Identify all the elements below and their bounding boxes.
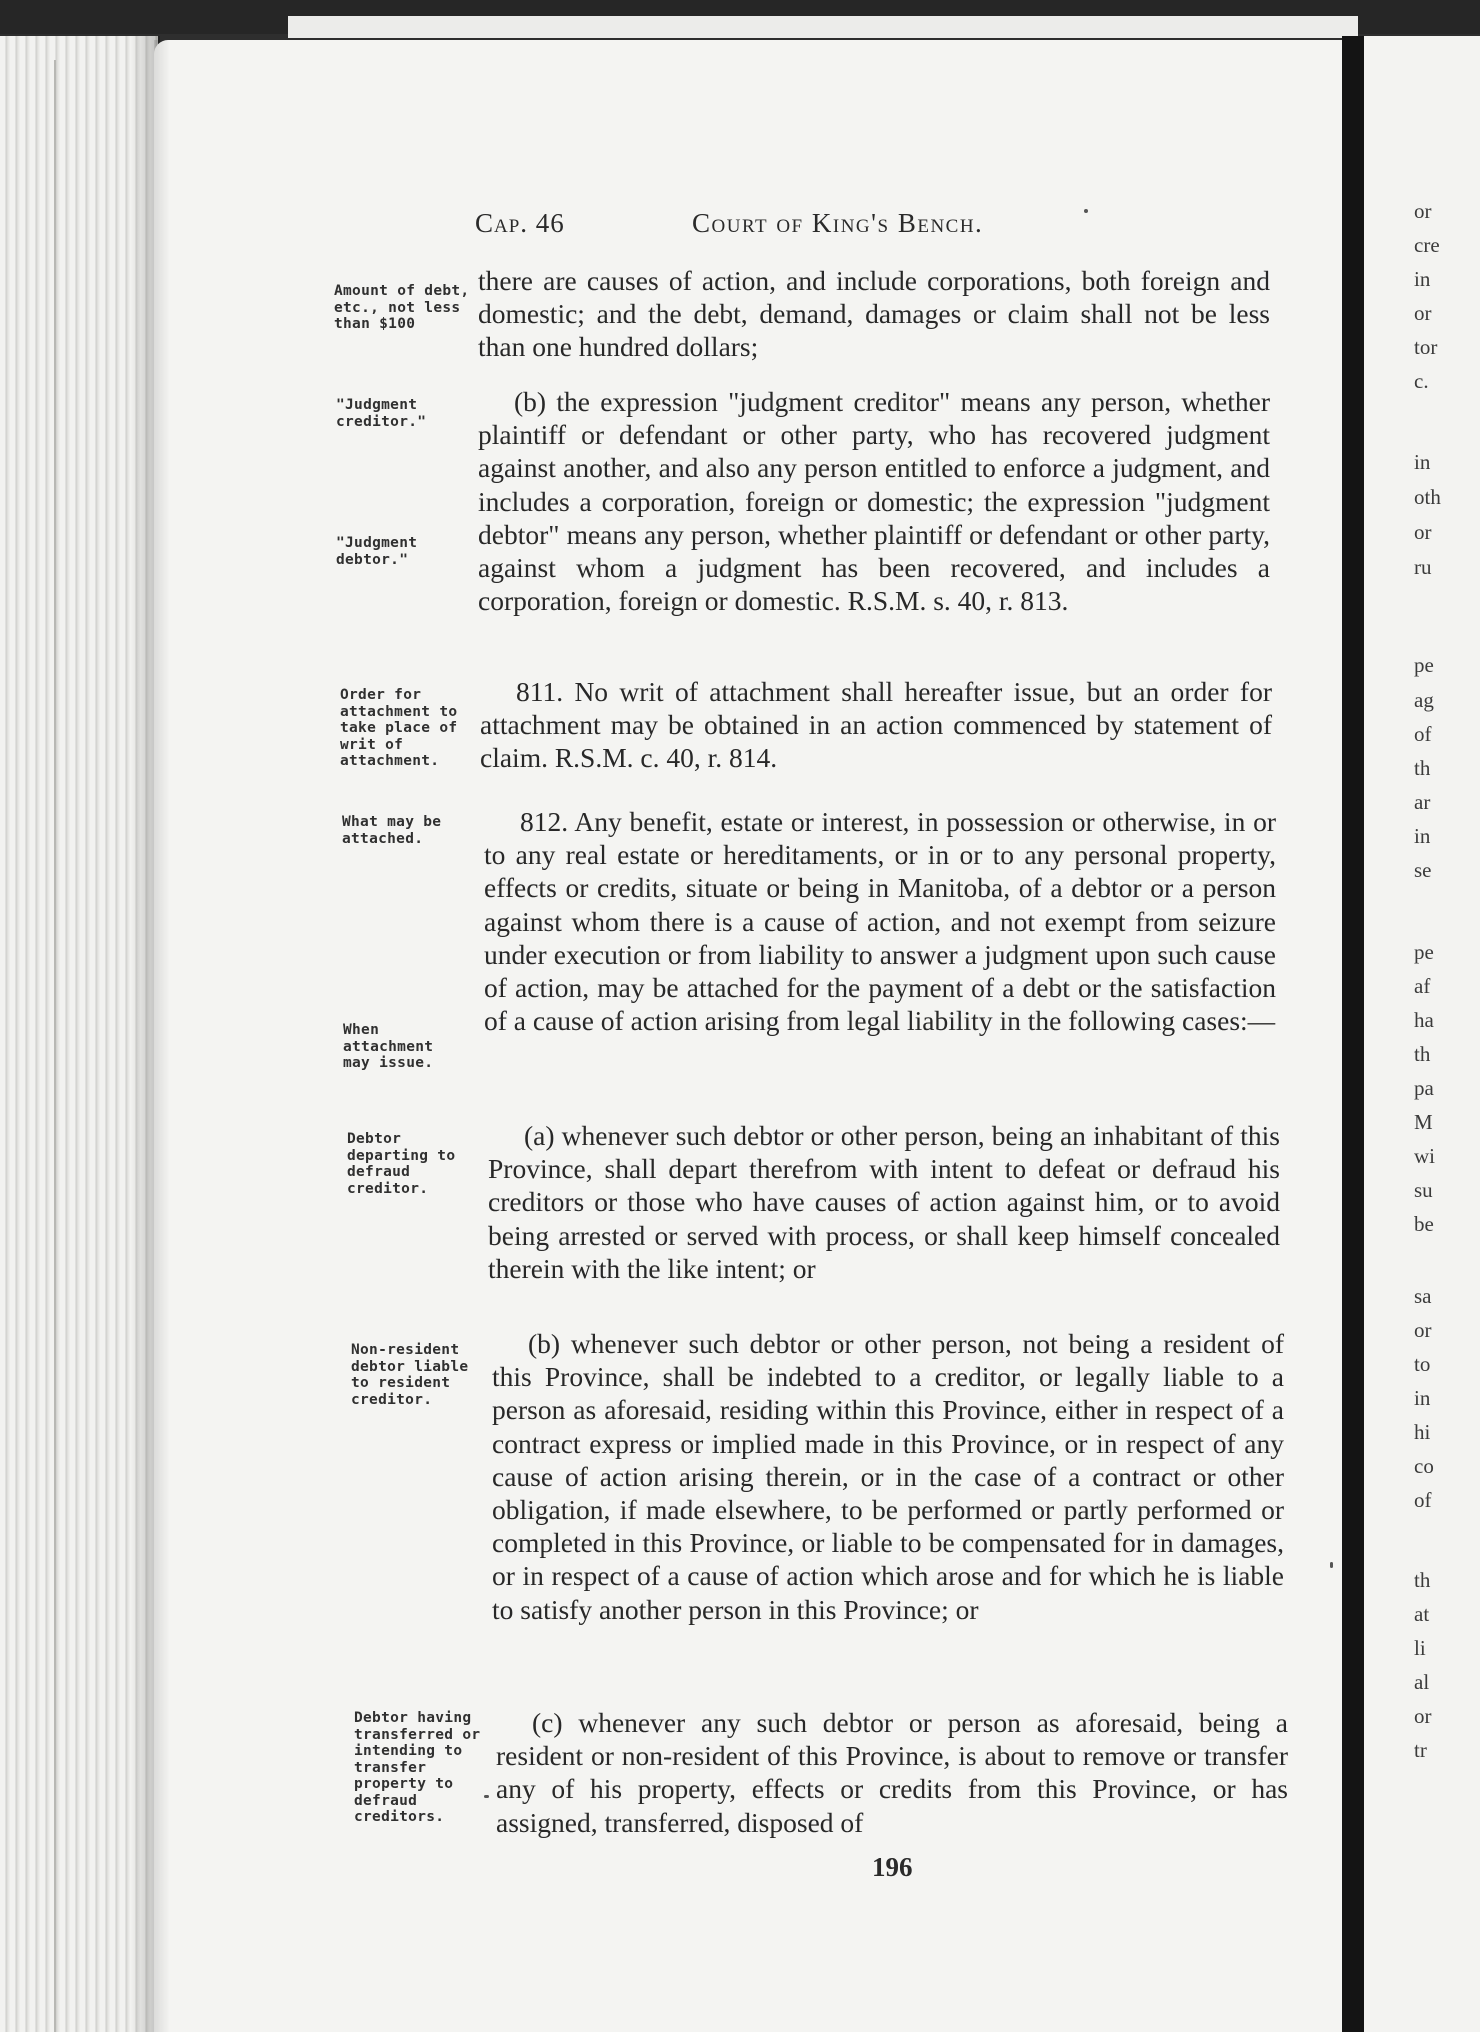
facing-page-fragment: of — [1414, 1488, 1432, 1512]
facing-page-fragment: ru — [1414, 555, 1432, 579]
facing-page-fragment: hi — [1414, 1420, 1431, 1444]
facing-page-fragment: oth — [1414, 485, 1441, 509]
facing-page-fragment: to — [1414, 1352, 1431, 1376]
facing-page-fragment: pa — [1414, 1076, 1434, 1100]
margin-note-order-for-attachment: Order for attachment to take place of writ of attachment. — [340, 687, 458, 769]
facing-page-fragment: in — [1414, 267, 1431, 291]
facing-page-fragment: th — [1414, 1042, 1431, 1066]
facing-page-fragment: in — [1414, 824, 1431, 848]
page-gutter-shadow — [154, 40, 170, 2032]
dust-speck — [484, 1795, 489, 1798]
facing-page-fragment: pe — [1414, 940, 1434, 964]
margin-note-non-resident-debtor: Non-resident debtor liable to resident creditor. — [351, 1342, 469, 1408]
dust-speck — [1084, 209, 1088, 213]
facing-page-fragment: tor — [1414, 335, 1438, 359]
paragraph-judgment-definitions: (b) the expression "judgment creditor" means any person, whether plaintiff or defendant or other party, who has recovered judgment against another, and also any person entitled to enforce a judgment, and includes a corporation, foreign or domestic; the expression "judgment debtor" means any person, whether plaintiff or defendant or other party, against whom a judgment has been recovered, and includes a corporation, foreign or domestic. R.S.M. s. 40, r. 813. — [478, 386, 1270, 617]
margin-note-debtor-transferring: Debtor having transferred or intending to transfer property to defraud creditors. — [354, 1710, 481, 1825]
facing-page-fragment: th — [1414, 756, 1431, 780]
margin-note-debtor-departing: Debtor departing to defraud creditor. — [347, 1131, 456, 1197]
facing-page-fragment: or — [1414, 1318, 1432, 1342]
facing-page-fragment: wi — [1414, 1144, 1435, 1168]
facing-page-fragment: tr — [1414, 1738, 1427, 1762]
chapter-number: Cap. 46 — [475, 208, 565, 238]
book-spine — [1342, 36, 1364, 2032]
facing-page-fragment: in — [1414, 450, 1431, 474]
margin-note-judgment-creditor: "Judgment creditor." — [336, 397, 427, 430]
facing-page-fragment: M — [1414, 1110, 1433, 1134]
dust-speck — [1330, 1562, 1333, 1568]
facing-page-fragment: li — [1414, 1636, 1426, 1660]
facing-page-fragment: ha — [1414, 1008, 1434, 1032]
facing-page-fragment: su — [1414, 1178, 1433, 1202]
facing-page-fragment: or — [1414, 199, 1432, 223]
running-title: Court of King's Bench. — [692, 208, 984, 238]
running-head — [0, 208, 1480, 242]
facing-page-fragment: c. — [1414, 369, 1429, 393]
facing-page-fragment: cre — [1414, 233, 1440, 257]
facing-page-fragment: at — [1414, 1602, 1430, 1626]
facing-page-fragment: se — [1414, 858, 1432, 882]
margin-note-when-attachment-may-issue: When attachment may issue. — [343, 1022, 434, 1071]
facing-page-fragment: af — [1414, 974, 1431, 998]
facing-page-fragment: in — [1414, 1386, 1431, 1410]
facing-page-fragment: or — [1414, 301, 1432, 325]
facing-page-fragment: sa — [1414, 1284, 1432, 1308]
paragraph-section-812: 812. Any benefit, estate or interest, in possession or otherwise, in or to any real estate or hereditaments, or in or to any personal property, effects or credits, situate or being in Manitoba, of a debtor or a person against whom there is a cause of action, and not exempt from seizure under execution or from liability to answer a judgment upon such cause of action, may be attached for the payment of a debt or the satisfaction of a cause of action arising from legal liability in the following cases:— — [484, 806, 1276, 1037]
paragraph-clause-c: (c) whenever any such debtor or person as aforesaid, being a resident or non-resident of this Province, is about to remove or transfer any of his property, effects or credits from this Province, or has assigned, transferred, disposed of — [496, 1707, 1288, 1838]
facing-page-fragment: al — [1414, 1670, 1430, 1694]
facing-page-fragment: or — [1414, 520, 1432, 544]
page-number: 196 — [872, 1852, 913, 1882]
paragraph-clause-a: (a) whenever such debtor or other person, being an inhabitant of this Province, shall depart therefrom with intent to defeat or defraud his creditors or those who have causes of action against him, or to avoid being arrested or served with process, or shall keep himself concealed therein with the like intent; or — [488, 1120, 1280, 1284]
facing-page-fragment: ar — [1414, 790, 1431, 814]
facing-page-fragment: be — [1414, 1212, 1434, 1236]
facing-page-fragment: pe — [1414, 653, 1434, 677]
facing-page-fragment: of — [1414, 722, 1432, 746]
margin-note-judgment-debtor: "Judgment debtor." — [336, 535, 418, 568]
facing-page-fragment: ag — [1414, 688, 1434, 712]
margin-note-what-may-be-attached: What may be attached. — [342, 814, 442, 847]
page-stack-divider — [54, 60, 56, 2032]
paragraph-section-811: 811. No writ of attachment shall hereafter issue, but an order for attachment may be obtained in an action commenced by statement of claim. R.S.M. c. 40, r. 814. — [480, 676, 1272, 774]
scanner-edge — [288, 16, 1358, 38]
facing-page-fragment: co — [1414, 1454, 1434, 1478]
facing-page-fragment: th — [1414, 1568, 1431, 1592]
facing-page-fragment: or — [1414, 1704, 1432, 1728]
paragraph-continuation: there are causes of action, and include corporations, both foreign and domestic; and the debt, demand, damages or claim shall not be less than one hundred dollars; — [478, 265, 1270, 363]
paragraph-clause-b: (b) whenever such debtor or other person, not being a resident of this Province, shall be indebted to a creditor, or legally liable to a person as aforesaid, residing within this Province, either in respect of a contract express or implied made in this Province, or in respect of any cause of action arising therein, or in the case of a contract or other obligation, if made elsewhere, to be performed or partly performed or completed in this Province, or liable to be compensated for in damages, or in respect of a cause of action which arose and for which he is liable to satisfy another person in this Province; or — [492, 1328, 1284, 1625]
margin-note-amount-of-debt: Amount of debt, etc., not less than $100 — [334, 283, 470, 332]
